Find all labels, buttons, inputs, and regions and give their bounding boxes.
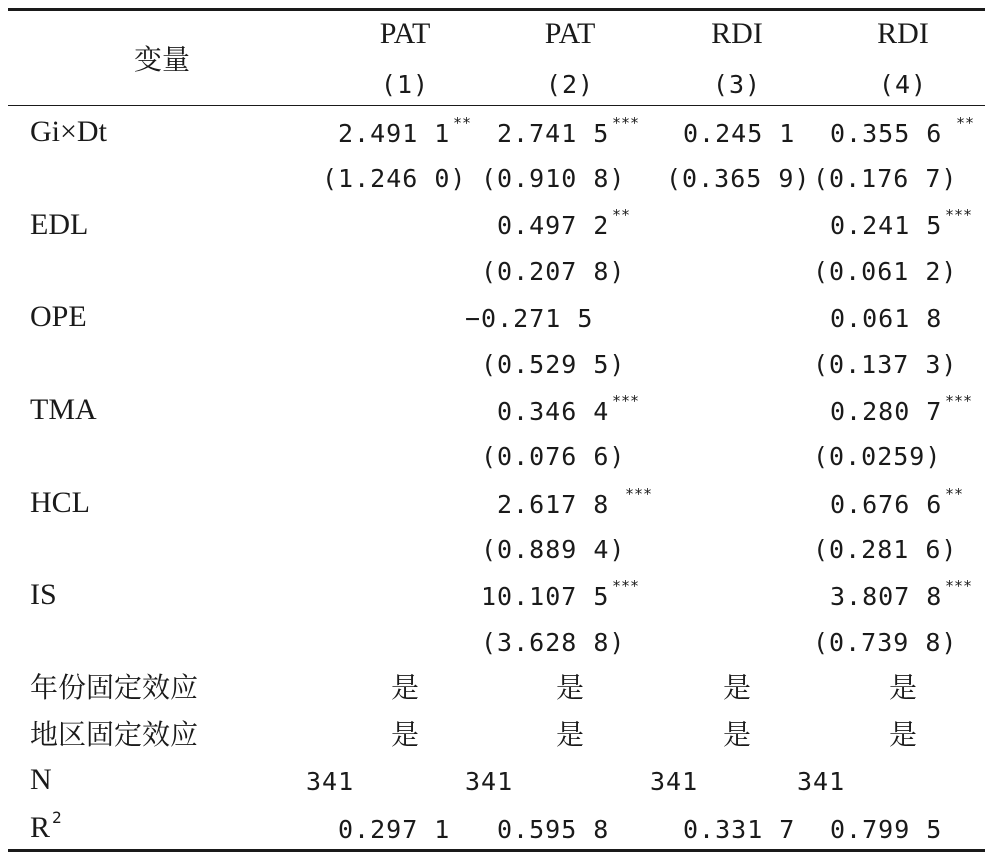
row-label-region-fe: 地区固定效应: [30, 718, 199, 751]
cell-year-fe-c4: 是: [888, 671, 918, 704]
cell-n-c1: 341: [306, 767, 355, 796]
cell-r2-c4: 0.799 5: [830, 815, 943, 844]
row-label-n: N: [30, 763, 52, 796]
row-label-gidt: Gi×Dt: [30, 115, 107, 148]
se-edl-c2: (0.207 8): [481, 257, 626, 286]
cell-r2-c2: 0.595 8: [497, 815, 610, 844]
table-top-rule: [8, 8, 985, 11]
table-header-rule: [8, 105, 985, 106]
cell-gidt-c2: 2.741 5: [497, 119, 610, 148]
cell-hcl-c2: 2.617 8: [497, 490, 610, 519]
header-col2-dep: PAT: [544, 17, 596, 50]
header-col4-dep: RDI: [877, 17, 929, 50]
cell-is-c2: 10.107 5: [481, 582, 610, 611]
se-tma-c4: (0.0259): [813, 442, 942, 471]
se-gidt-c1: (1.246 0): [322, 164, 467, 193]
stars-is-c4: ***: [945, 577, 973, 595]
cell-ope-c2: −0.271 5: [465, 304, 594, 333]
row-label-hcl: HCL: [30, 486, 90, 519]
se-is-c4: (0.739 8): [813, 628, 958, 657]
header-col1-dep: PAT: [379, 17, 431, 50]
cell-r2-c1: 0.297 1: [338, 815, 451, 844]
stars-tma-c4: ***: [945, 392, 973, 410]
cell-edl-c2: 0.497 2: [497, 211, 610, 240]
se-edl-c4: (0.061 2): [813, 257, 958, 286]
cell-gidt-c3: 0.245 1: [683, 119, 796, 148]
se-is-c2: (3.628 8): [481, 628, 626, 657]
se-ope-c2: (0.529 5): [481, 350, 626, 379]
row-label-is: IS: [30, 578, 57, 611]
stars-gidt-c2: ***: [612, 114, 640, 132]
se-gidt-c3: (0.365 9): [666, 164, 811, 193]
cell-region-fe-c4: 是: [888, 718, 918, 751]
se-gidt-c2: (0.910 8): [481, 164, 626, 193]
se-hcl-c4: (0.281 6): [813, 535, 958, 564]
r2-superscript: 2: [52, 808, 62, 827]
header-col3-dep: RDI: [711, 17, 763, 50]
header-col3-num: (3): [712, 70, 762, 99]
stars-hcl-c2: ***: [625, 485, 653, 503]
cell-gidt-c4: 0.355 6: [830, 119, 943, 148]
row-label-ope: OPE: [30, 300, 87, 333]
stars-edl-c2: **: [612, 206, 631, 224]
cell-hcl-c4: 0.676 6: [830, 490, 943, 519]
header-col1-num: (1): [380, 70, 430, 99]
cell-ope-c4: 0.061 8: [830, 304, 943, 333]
cell-n-c2: 341: [465, 767, 514, 796]
cell-tma-c2: 0.346 4: [497, 397, 610, 426]
cell-n-c4: 341: [797, 767, 846, 796]
cell-region-fe-c2: 是: [555, 718, 585, 751]
stars-hcl-c4: **: [945, 485, 964, 503]
cell-tma-c4: 0.280 7: [830, 397, 943, 426]
se-tma-c2: (0.076 6): [481, 442, 626, 471]
header-col4-num: (4): [878, 70, 928, 99]
row-label-tma: TMA: [30, 393, 97, 426]
cell-region-fe-c3: 是: [722, 718, 752, 751]
cell-year-fe-c2: 是: [555, 671, 585, 704]
cell-n-c3: 341: [650, 767, 699, 796]
se-gidt-c4: (0.176 7): [813, 164, 958, 193]
stars-gidt-c4: **: [956, 114, 975, 132]
stars-tma-c2: ***: [612, 392, 640, 410]
cell-year-fe-c3: 是: [722, 671, 752, 704]
row-label-edl: EDL: [30, 208, 89, 241]
cell-region-fe-c1: 是: [390, 718, 420, 751]
cell-year-fe-c1: 是: [390, 671, 420, 704]
stars-is-c2: ***: [612, 577, 640, 595]
cell-is-c4: 3.807 8: [830, 582, 943, 611]
table-bottom-rule: [8, 849, 985, 852]
header-col2-num: (2): [545, 70, 595, 99]
stars-gidt-c1: **: [453, 114, 472, 132]
stars-edl-c4: ***: [945, 206, 973, 224]
se-ope-c4: (0.137 3): [813, 350, 958, 379]
row-label-r2: R: [30, 811, 51, 844]
cell-gidt-c1: 2.491 1: [338, 119, 451, 148]
cell-edl-c4: 0.241 5: [830, 211, 943, 240]
row-label-year-fe: 年份固定效应: [30, 671, 199, 704]
cell-r2-c3: 0.331 7: [683, 815, 796, 844]
se-hcl-c2: (0.889 4): [481, 535, 626, 564]
header-variable-label: 变量: [134, 43, 191, 76]
